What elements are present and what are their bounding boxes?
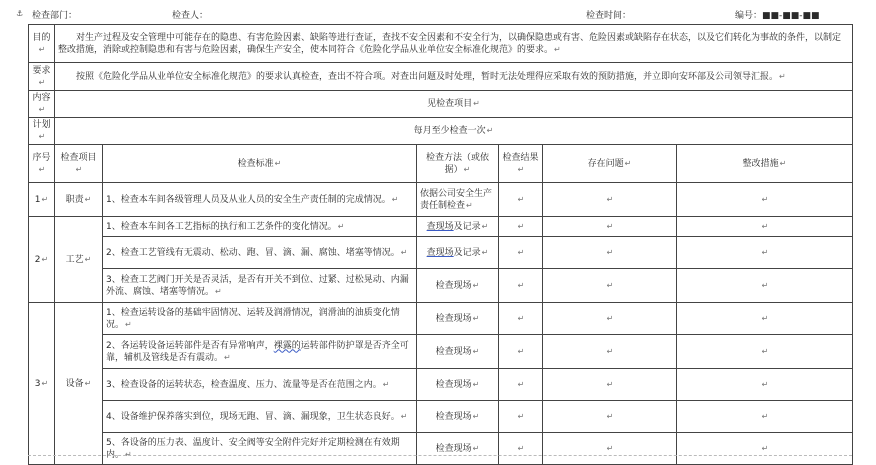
group-no: 1↵ [29, 183, 55, 217]
result-cell[interactable]: ↵ [499, 369, 543, 401]
measure-cell[interactable]: ↵ [677, 237, 853, 269]
plan-row [29, 118, 853, 145]
problem-cell[interactable]: ↵ [543, 183, 677, 217]
problem-cell[interactable]: ↵ [543, 433, 677, 465]
content-text: 见检查项目↵ [55, 91, 853, 118]
problem-cell[interactable]: ↵ [543, 269, 677, 303]
purpose-label: 目的↵ [29, 25, 55, 63]
method-cell: 检查现场↵ [417, 335, 499, 369]
time-label: 检查时间： [586, 11, 632, 21]
table-row [29, 335, 853, 369]
method-cell: 检查现场↵ [417, 401, 499, 433]
page-bottom-divider [28, 455, 852, 456]
col-result: 检查结果↵ [499, 145, 543, 183]
form-header [0, 8, 876, 24]
col-standard: 检查标准↵ [103, 145, 417, 183]
code-label: 编号：■■-■■-■■ [735, 11, 820, 21]
group-no: 2↵ [29, 217, 55, 303]
requirement-row [29, 63, 853, 91]
measure-cell[interactable]: ↵ [677, 369, 853, 401]
measure-cell[interactable]: ↵ [677, 217, 853, 237]
standard-cell: 1、检查运转设备的基础牢固情况、运转及润滑情况，润滑油的油质变化情况。↵ [103, 303, 417, 335]
purpose-text: 对生产过程及安全管理中可能存在的隐患、有害危险因素、缺陷等进行查证，查找不安全因素和不安全行为，以确保隐患或有害、危险因素或缺陷存在状态，以及它们转化为事故的条件，以制定整改措施，消除或控制隐患和有害与危险因素，确保生产安全，使本同符合《危险化学品从业单位安全标准化规范》的要求。↵ [55, 25, 853, 63]
problem-cell[interactable]: ↵ [543, 303, 677, 335]
anchor-icon: ⚓ [16, 9, 24, 18]
table-row [29, 303, 853, 335]
measure-cell[interactable]: ↵ [677, 269, 853, 303]
result-cell[interactable]: ↵ [499, 303, 543, 335]
measure-cell[interactable]: ↵ [677, 335, 853, 369]
standard-cell: 4、设备维护保养落实到位，现场无跑、冒、滴、漏现象，卫生状态良好。↵ [103, 401, 417, 433]
measure-cell[interactable]: ↵ [677, 401, 853, 433]
method-cell: 检查现场↵ [417, 269, 499, 303]
requirement-text: 按照《危险化学品从业单位安全标准化规范》的要求认真检查，查出不符合项。对查出问题及时处理，暂时无法处理得应采取有效的预防措施，并立即向安环部及公司领导汇报。↵ [55, 63, 853, 91]
table-row [29, 237, 853, 269]
standard-cell: 3、检查工艺阀门开关是否灵活，是否有开关不到位、过紧、过松晃动、内漏外流、腐蚀、堵塞等情况。↵ [103, 269, 417, 303]
standard-cell: 2、检查工艺管线有无震动、松动、跑、冒、滴、漏、腐蚀、堵塞等情况。↵ [103, 237, 417, 269]
table-row [29, 217, 853, 237]
method-cell: 查现场及记录↵ [417, 217, 499, 237]
measure-cell[interactable]: ↵ [677, 183, 853, 217]
plan-text: 每月至少检查一次↵ [55, 118, 853, 145]
standard-cell: 1、检查本车间各工艺指标的执行和工艺条件的变化情况。↵ [103, 217, 417, 237]
standard-cell: 1、检查本车间各级管理人员及从业人员的安全生产责任制的完成情况。↵ [103, 183, 417, 217]
col-item: 检查项目↵ [55, 145, 103, 183]
code-value: ■■-■■-■■ [762, 11, 820, 21]
method-cell: 检查现场↵ [417, 303, 499, 335]
col-problem: 存在问题↵ [543, 145, 677, 183]
result-cell[interactable]: ↵ [499, 433, 543, 465]
standard-cell: 2、各运转设备运转部件是否有异常响声，裸露的运转部件防护罩是否齐全可靠，辅机及管线是否有震动。↵ [103, 335, 417, 369]
group-item: 工艺↵ [55, 217, 103, 303]
purpose-row [29, 25, 853, 63]
plan-label: 计划↵ [29, 118, 55, 145]
col-measure: 整改措施↵ [677, 145, 853, 183]
problem-cell[interactable]: ↵ [543, 401, 677, 433]
method-cell: 查现场及记录↵ [417, 237, 499, 269]
table-row [29, 433, 853, 465]
content-label: 内容↵ [29, 91, 55, 118]
group-item: 设备↵ [55, 303, 103, 465]
problem-cell[interactable]: ↵ [543, 369, 677, 401]
table-row [29, 183, 853, 217]
result-cell[interactable]: ↵ [499, 269, 543, 303]
standard-cell: 3、检查设备的运转状态，检查温度、压力、流量等是否在范围之内。↵ [103, 369, 417, 401]
standard-cell: 5、各设备的压力表、温度计、安全阀等安全附件完好并定期检测在有效期内。↵ [103, 433, 417, 465]
measure-cell[interactable]: ↵ [677, 433, 853, 465]
result-cell[interactable]: ↵ [499, 401, 543, 433]
measure-cell[interactable]: ↵ [677, 303, 853, 335]
result-cell[interactable]: ↵ [499, 335, 543, 369]
result-cell[interactable]: ↵ [499, 237, 543, 269]
problem-cell[interactable]: ↵ [543, 237, 677, 269]
column-header-row [29, 145, 853, 183]
col-no: 序号↵ [29, 145, 55, 183]
method-cell: 检查现场↵ [417, 369, 499, 401]
method-cell: 依据公司安全生产责任制检查↵ [417, 183, 499, 217]
dept-label: 检查部门： [32, 11, 78, 21]
content-row [29, 91, 853, 118]
problem-cell[interactable]: ↵ [543, 335, 677, 369]
problem-cell[interactable]: ↵ [543, 217, 677, 237]
method-cell: 检查现场↵ [417, 433, 499, 465]
inspector-label: 检查人： [172, 11, 209, 21]
inspection-table [28, 24, 853, 465]
col-method: 检查方法（或依据）↵ [417, 145, 499, 183]
table-row [29, 269, 853, 303]
group-no: 3↵ [29, 303, 55, 465]
requirement-label: 要求↵ [29, 63, 55, 91]
group-item: 职责↵ [55, 183, 103, 217]
table-row [29, 401, 853, 433]
result-cell[interactable]: ↵ [499, 217, 543, 237]
result-cell[interactable]: ↵ [499, 183, 543, 217]
table-row [29, 369, 853, 401]
